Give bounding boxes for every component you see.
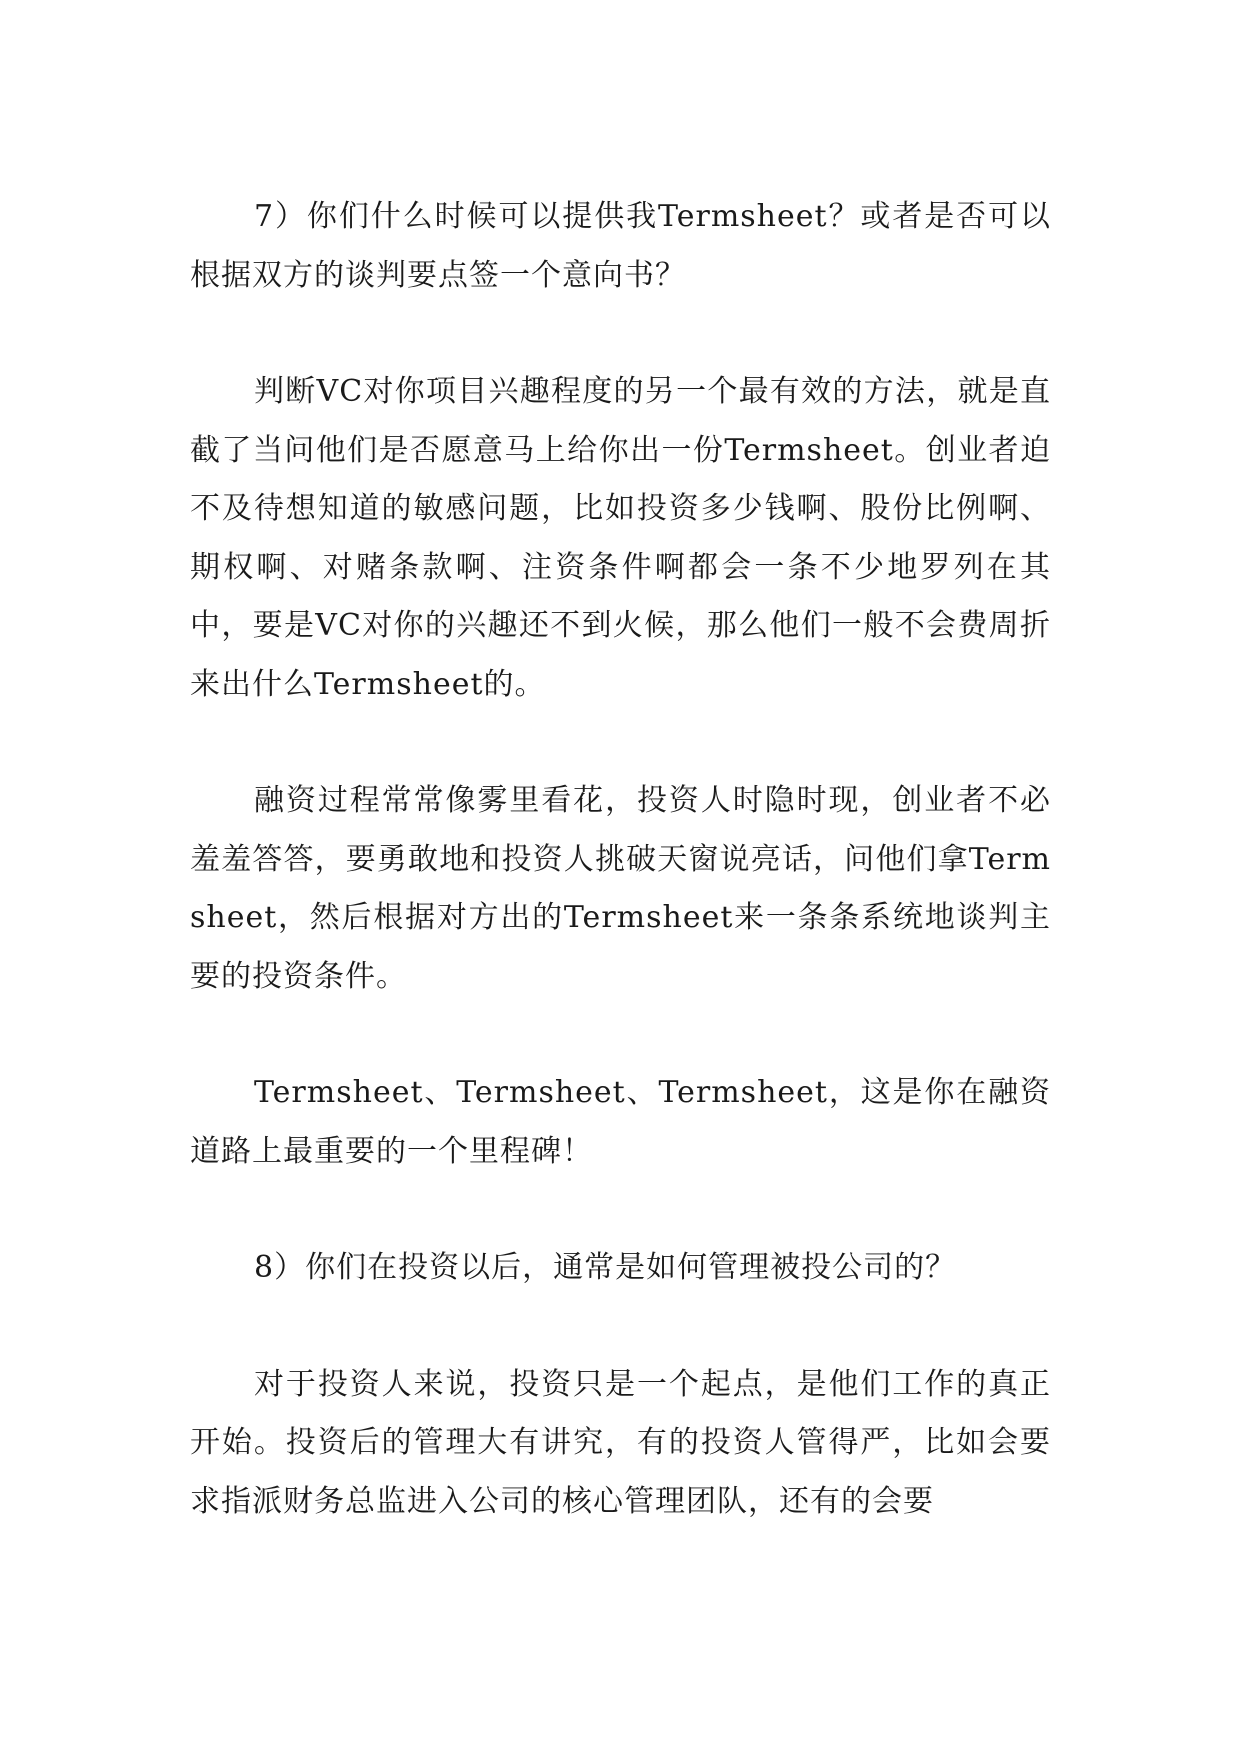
paragraph-financing-process: 融资过程常常像雾里看花，投资人时隐时现，创业者不必羞羞答答，要勇敢地和投资人挑破天窗说亮话，问他们拿Termsheet，然后根据对方出的Termsheet来一条条系统地谈判主要的投资条件。 xyxy=(190,783,1051,994)
paragraph-question-7: 7）你们什么时候可以提供我Termsheet？或者是否可以根据双方的谈判要点签一个意向书？ xyxy=(190,199,1051,293)
paragraph-termsheet-milestone: Termsheet、Termsheet、Termsheet，这是你在融资道路上最重要的一个里程碑！ xyxy=(190,1075,1051,1169)
paragraph-gap xyxy=(190,1181,1051,1239)
paragraph-vc-interest: 判断VC对你项目兴趣程度的另一个最有效的方法，就是直截了当问他们是否愿意马上给你出一份Termsheet。创业者迫不及待想知道的敏感问题，比如投资多少钱啊、股份比例啊、期权啊、对赌条款啊、注资条件啊都会一条不少地罗列在其中，要是VC对你的兴趣还不到火候，那么他们一般不会费周折来出什么Termsheet的。 xyxy=(190,374,1051,702)
paragraph-post-investment: 对于投资人来说，投资只是一个起点，是他们工作的真正开始。投资后的管理大有讲究，有的投资人管得严，比如会要求指派财务总监进入公司的核心管理团队，还有的会要 xyxy=(190,1366,1051,1519)
paragraph-gap xyxy=(190,305,1051,363)
paragraph-gap xyxy=(190,714,1051,772)
paragraph-question-8: 8）你们在投资以后，通常是如何管理被投公司的？ xyxy=(254,1250,957,1285)
paragraph-gap xyxy=(190,1298,1051,1356)
paragraph-gap xyxy=(190,1006,1051,1064)
